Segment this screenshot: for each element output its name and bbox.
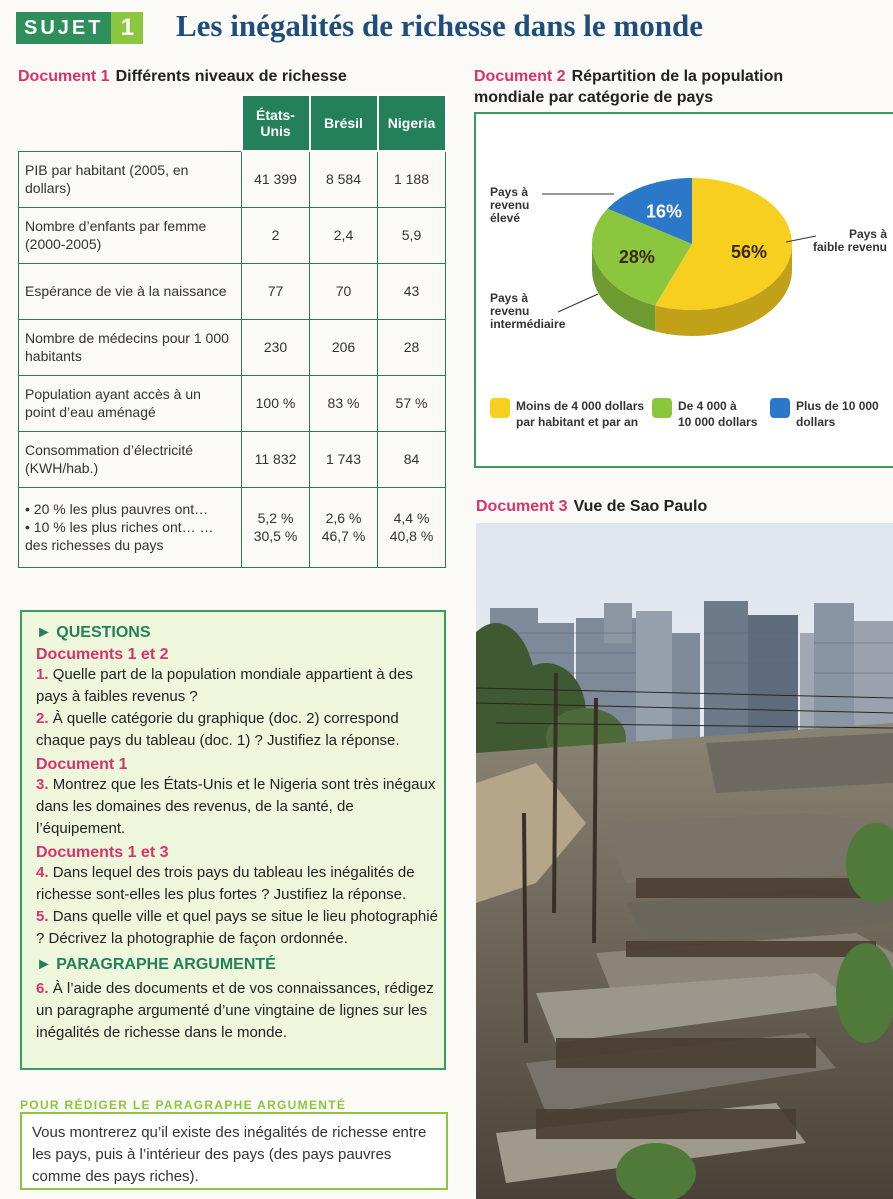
doc1-label: Document 1 [18,68,110,85]
label-line: revenu [490,304,530,318]
page-title: Les inégalités de richesse dans le monde [176,8,703,43]
label-line: Pays à [490,185,529,199]
doc1-table [18,94,447,568]
question-number: 3. [36,776,49,793]
question-item [36,774,444,840]
legend-line: par habitant et par an [516,415,639,429]
legend-line: De 4 000 à [678,399,737,413]
question-item [36,978,444,1044]
legend-line: Plus de 10 000 [796,399,879,413]
sujet-number: 1 [111,12,143,44]
question-text: Dans quelle ville et quel pays se situe le lieu photographié ? Décrivez la photographie de façon ordonnée. [36,908,438,947]
doc3-title: Vue de Sao Paulo [573,498,708,515]
cell: 43 [378,263,446,319]
row-label: Consommation d’électricité (KWH/hab.) [19,431,242,487]
doc2-title-line1: Répartition de la population [571,68,784,85]
question-number: 4. [36,864,49,881]
column-header: Nigeria [378,95,446,151]
question-number: 6. [36,980,49,997]
row-label [19,487,242,567]
table-corner [19,95,242,151]
label-faible-revenu [813,228,887,254]
cell-line: 40,8 % [389,528,434,544]
table-row [19,431,446,487]
doc1-heading [18,68,347,86]
questions-box [20,610,446,1070]
question-text: À l’aide des documents et de vos connaissances, rédigez un paragraphe argumenté d’une vingtaine de lignes sur les inégalités de richesse dans le monde. [36,980,434,1041]
question-text: Montrez que les États-Unis et le Nigeria sont très inégaux dans les domaines des revenus, de la santé, de l’équipement. [36,776,436,837]
doc2-label: Document 2 [474,68,566,85]
cell: 100 % [242,375,310,431]
question-item [36,906,444,950]
row-label-line: des richesses du pays [25,537,164,553]
cell: 1 188 [378,151,446,207]
question-number: 5. [36,908,49,925]
table-row [19,263,446,319]
cell: 1 743 [310,431,378,487]
questions-heading: ► QUESTIONS [36,624,151,641]
sujet-word: SUJET [16,12,111,44]
cell: 83 % [310,375,378,431]
question-item [36,862,444,906]
table-row [19,487,446,567]
questions-subheading: Documents 1 et 2 [36,646,169,663]
cell-line: 5,2 % [257,510,294,526]
cell: 206 [310,319,378,375]
cell: 57 % [378,375,446,431]
question-number: 2. [36,710,49,727]
cell [242,487,310,567]
cell [310,487,378,567]
legend-swatch [770,398,790,418]
pie-chart-box [474,112,893,468]
legend-swatch [652,398,672,418]
cell: 84 [378,431,446,487]
label-line: revenu [490,198,530,212]
legend-swatch [490,398,510,418]
question-text: À quelle catégorie du graphique (doc. 2) correspond chaque pays du tableau (doc. 1) ? Justifiez la réponse. [36,710,400,749]
cell: 11 832 [242,431,310,487]
table-row [19,207,446,263]
cell: 8 584 [310,151,378,207]
row-label: Population ayant accès à un point d’eau aménagé [19,375,242,431]
column-header: Brésil [310,95,378,151]
label-line: intermédiaire [490,317,566,331]
cell-line: 2,6 % [325,510,362,526]
cell: 77 [242,263,310,319]
question-number: 1. [36,666,49,683]
sao-paulo-photo [476,523,893,1199]
legend-item-low [490,398,644,430]
paragraph-heading: ► PARAGRAPHE ARGUMENTÉ [36,956,276,973]
question-text: Quelle part de la population mondiale appartient à des pays à faibles revenus ? [36,666,413,705]
row-label-line: • 10 % les plus riches ont… … [25,519,214,535]
row-label: Nombre de médecins pour 1 000 habitants [19,319,242,375]
label-line: Pays à [848,227,887,241]
legend-line: Moins de 4 000 dollars [516,399,645,413]
cell: 70 [310,263,378,319]
redig-heading: POUR RÉDIGER LE PARAGRAPHE ARGUMENTÉ [20,1098,347,1112]
cell: 28 [378,319,446,375]
table-row [19,151,446,207]
sujet-badge [16,12,164,44]
column-header: États-Unis [242,95,310,151]
doc2-heading [474,66,783,108]
row-label: PIB par habitant (2005, en dollars) [19,151,242,207]
pie-value-label-mid: 28% [618,246,655,267]
question-text: Dans lequel des trois pays du tableau les inégalités de richesse sont-elles les plus fortes ? Justifiez la réponse. [36,864,415,903]
legend-line: dollars [796,415,836,429]
legend-line: 10 000 dollars [678,415,758,429]
row-label-line: • 20 % les plus pauvres ont… [25,501,209,517]
label-line: faible revenu [812,240,887,254]
question-item [36,664,444,708]
legend-item-high [770,398,879,430]
redig-box: Vous montrerez qu’il existe des inégalités de richesse entre les pays, puis à l’intérieur des pays (des pays pauvres comme des pays riches). [20,1112,448,1190]
cell-line: 4,4 % [393,510,430,526]
cell: 230 [242,319,310,375]
table-row [19,375,446,431]
doc2-title-line2: mondiale par catégorie de pays [474,89,714,106]
pie-value-label-high: 16% [646,201,683,222]
label-revenu-intermediaire [490,292,565,331]
cell: 41 399 [242,151,310,207]
doc1-title: Différents niveaux de richesse [115,68,347,85]
cell-line: 46,7 % [321,528,366,544]
cell-line: 30,5 % [253,528,298,544]
label-line: élevé [490,211,521,225]
doc3-label: Document 3 [476,498,568,515]
label-line: Pays à [490,291,529,305]
label-revenu-eleve [490,186,529,225]
table-row [19,319,446,375]
row-label: Espérance de vie à la naissance [19,263,242,319]
cell: 2,4 [310,207,378,263]
cell: 5,9 [378,207,446,263]
question-item [36,708,444,752]
cell: 2 [242,207,310,263]
pie-value-label-low: 56% [730,242,767,263]
legend-item-mid [652,398,757,430]
doc3-heading [476,498,707,516]
questions-subheading: Documents 1 et 3 [36,844,169,861]
questions-subheading: Document 1 [36,756,128,773]
cell [378,487,446,567]
row-label: Nombre d’enfants par femme (2000-2005) [19,207,242,263]
